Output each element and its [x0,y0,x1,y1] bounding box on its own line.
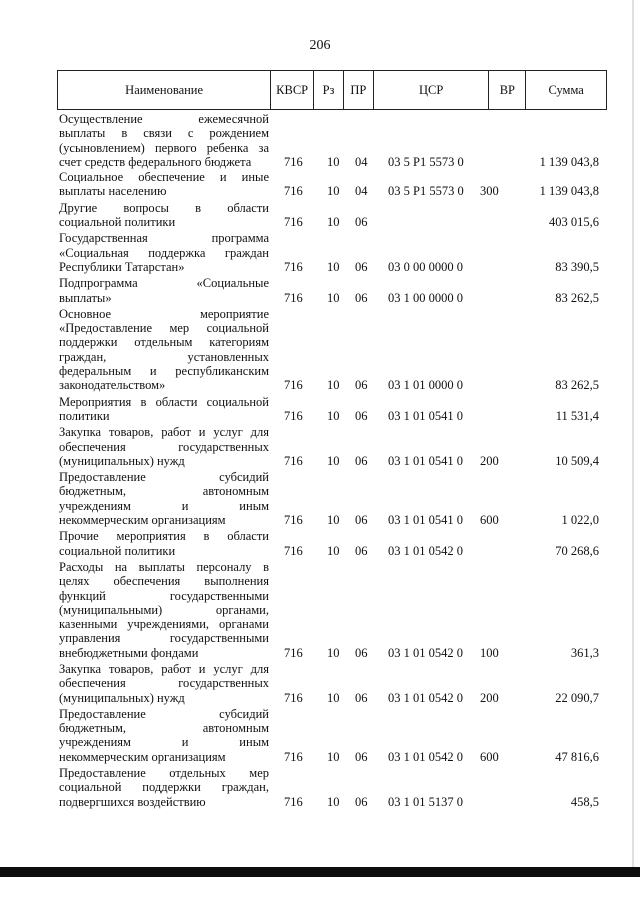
scan-bottom-bar [0,867,640,877]
table-header [57,70,607,110]
row-csr: 03 1 01 0541 0 [388,513,463,528]
row-name-line: Подпрограмма «Социальные [59,276,269,291]
row-name-line: социальной поддержки граждан, [59,780,269,795]
row-name-line: учреждениям и иным [59,498,269,513]
table-row [57,766,607,809]
row-rz: 10 [327,513,340,528]
row-csr: 03 5 P1 5573 0 [388,154,464,169]
row-pr: 06 [355,690,368,705]
row-name-line: Осуществление ежемесячной [59,112,269,126]
row-rz: 10 [327,408,340,423]
row-csr: 03 1 01 0542 0 [388,543,463,558]
row-rz: 10 [327,259,340,274]
row-pr: 06 [355,645,368,660]
row-vr: 600 [480,513,499,528]
row-pr: 04 [355,154,368,169]
row-name-line: Другие вопросы в области [59,200,269,215]
row-kvsr: 716 [284,259,303,274]
row-csr: 03 5 P1 5573 0 [388,184,464,199]
header-sum: Сумма [548,82,584,97]
row-sum: 1 139 043,8 [539,154,599,169]
row-name-line: Прочие мероприятия в области [59,529,269,544]
table-row [57,470,607,527]
row-pr: 06 [355,794,368,809]
row-sum: 361,3 [570,645,599,660]
row-sum: 83 390,5 [555,259,599,274]
row-csr: 03 1 01 0541 0 [388,408,463,423]
row-rz: 10 [327,645,340,660]
row-pr: 06 [355,378,368,393]
row-name-line: федеральным и республиканским [59,364,269,379]
row-name-line: выплаты» [59,290,112,305]
row-kvsr: 716 [284,645,303,660]
row-name-line: внебюджетными фондами [59,645,199,660]
row-kvsr: 716 [284,749,303,764]
row-sum: 47 816,6 [555,749,599,764]
table-row [57,170,607,199]
row-name-line: подвергшихся воздействию [59,794,206,809]
row-csr: 03 1 01 0542 0 [388,749,463,764]
row-sum: 1 022,0 [561,513,599,528]
row-name-line: (муниципальных) нужд [59,690,185,705]
row-name-line: управления государственными [59,631,269,646]
header-rz: Рз [314,71,344,109]
row-kvsr: 716 [284,215,303,230]
row-rz: 10 [327,184,340,199]
row-pr: 06 [355,513,368,528]
row-name-line: «Предоставление мер социальной [59,321,269,336]
row-name [57,529,269,558]
row-name-line: обеспечения государственных [59,676,269,691]
row-rz: 10 [327,690,340,705]
row-vr: 200 [480,453,499,468]
table-body [57,110,607,809]
row-name [57,395,269,424]
row-name-line: «Социальная поддержка граждан [59,245,269,260]
row-csr: 03 1 01 5137 0 [388,794,463,809]
row-rz: 10 [327,378,340,393]
row-vr: 200 [480,690,499,705]
row-name-line: Мероприятия в области социальной [59,394,269,409]
row-name-line: (муниципальными) органами, [59,602,269,617]
row-name-line: бюджетным, автономным [59,721,269,736]
row-name-line: Государственная программа [59,231,269,246]
row-pr: 06 [355,408,368,423]
row-csr: 03 1 01 0000 0 [388,378,463,393]
row-rz: 10 [327,749,340,764]
table-row [57,662,607,705]
table-row [57,276,607,305]
row-name-line: (усыновлением) первого ребенка за [59,140,269,155]
row-name-line: граждан, установленных [59,349,269,364]
row-name-line: некоммерческим организациям [59,513,226,528]
row-vr: 600 [480,749,499,764]
row-kvsr: 716 [284,154,303,169]
row-sum: 403 015,6 [549,215,599,230]
row-sum: 458,5 [570,794,599,809]
row-name-line: некоммерческим организациям [59,749,226,764]
row-name-line: целях обеспечения выполнения [59,574,269,589]
row-vr: 100 [480,645,499,660]
header-vr: ВР [489,71,526,109]
row-kvsr: 716 [284,378,303,393]
row-name-line: функций государственными [59,588,269,603]
row-pr: 06 [355,215,368,230]
row-sum: 11 531,4 [555,408,599,423]
row-name [57,470,269,527]
row-rz: 10 [327,794,340,809]
table-row [57,395,607,424]
table-row [57,231,607,274]
row-name-line: поддержки отдельным категориям [59,335,269,350]
row-pr: 06 [355,290,368,305]
row-name [57,231,269,274]
row-csr: 03 0 00 0000 0 [388,259,463,274]
row-name-line: учреждениям и иным [59,735,269,750]
scan-edge [632,0,634,867]
row-name [57,662,269,705]
row-name-line: (муниципальных) нужд [59,453,185,468]
row-name [57,170,269,199]
table-row [57,560,607,660]
row-kvsr: 716 [284,513,303,528]
header-kvsr: КВСР [271,71,314,109]
row-name-line: Республики Татарстан» [59,259,185,274]
row-name [57,560,269,660]
row-csr: 03 1 01 0541 0 [388,453,463,468]
row-name [57,307,269,393]
header-name: Наименование [58,71,271,109]
row-name [57,425,269,468]
table-row [57,425,607,468]
row-csr: 03 1 01 0542 0 [388,645,463,660]
row-pr: 06 [355,453,368,468]
row-name-line: Закупка товаров, работ и услуг для [59,661,269,676]
row-rz: 10 [327,290,340,305]
row-name-line: законодательством» [59,378,166,393]
table-row [57,307,607,393]
row-name-line: выплаты населению [59,184,167,199]
row-kvsr: 716 [284,453,303,468]
row-csr: 03 1 01 0542 0 [388,690,463,705]
row-kvsr: 716 [284,408,303,423]
row-name [57,766,269,809]
row-pr: 04 [355,184,368,199]
row-name [57,707,269,764]
row-sum: 22 090,7 [555,690,599,705]
row-name [57,201,269,230]
table-row [57,529,607,558]
row-kvsr: 716 [284,543,303,558]
row-rz: 10 [327,154,340,169]
row-name-line: обеспечения государственных [59,439,269,454]
page-number: 206 [309,38,331,53]
row-pr: 06 [355,543,368,558]
row-kvsr: 716 [284,794,303,809]
row-rz: 10 [327,543,340,558]
row-name-line: казенными учреждениями, органами [59,617,269,632]
row-pr: 06 [355,749,368,764]
table-row [57,201,607,230]
row-rz: 10 [327,453,340,468]
row-name-line: Предоставление отдельных мер [59,766,269,781]
header-pr: ПР [344,71,374,109]
row-name-line: выплаты в связи с рождением [59,126,269,141]
table-row [57,707,607,764]
row-name [57,276,269,305]
row-csr: 03 1 00 0000 0 [388,290,463,305]
row-sum: 83 262,5 [555,378,599,393]
row-name-line: Основное мероприятие [59,306,269,321]
row-name-line: социальной политики [59,543,176,558]
row-sum: 1 139 043,8 [539,184,599,199]
row-name-line: Предоставление субсидий [59,706,269,721]
table-row [57,112,607,169]
row-name-line: Социальное обеспечение и иные [59,170,269,185]
header-csr: ЦСР [374,71,490,109]
row-name-line: Расходы на выплаты персоналу в [59,559,269,574]
row-kvsr: 716 [284,184,303,199]
row-name-line: Предоставление субсидий [59,470,269,485]
row-name-line: бюджетным, автономным [59,484,269,499]
row-pr: 06 [355,259,368,274]
row-rz: 10 [327,215,340,230]
row-kvsr: 716 [284,690,303,705]
row-sum: 70 268,6 [555,543,599,558]
row-vr: 300 [480,184,499,199]
row-kvsr: 716 [284,290,303,305]
row-name-line: Закупка товаров, работ и услуг для [59,425,269,440]
row-name-line: политики [59,408,110,423]
row-name [57,112,269,169]
row-name-line: социальной политики [59,215,176,230]
row-sum: 83 262,5 [555,290,599,305]
row-sum: 10 509,4 [555,453,599,468]
row-name-line: счет средств федерального бюджета [59,154,252,169]
